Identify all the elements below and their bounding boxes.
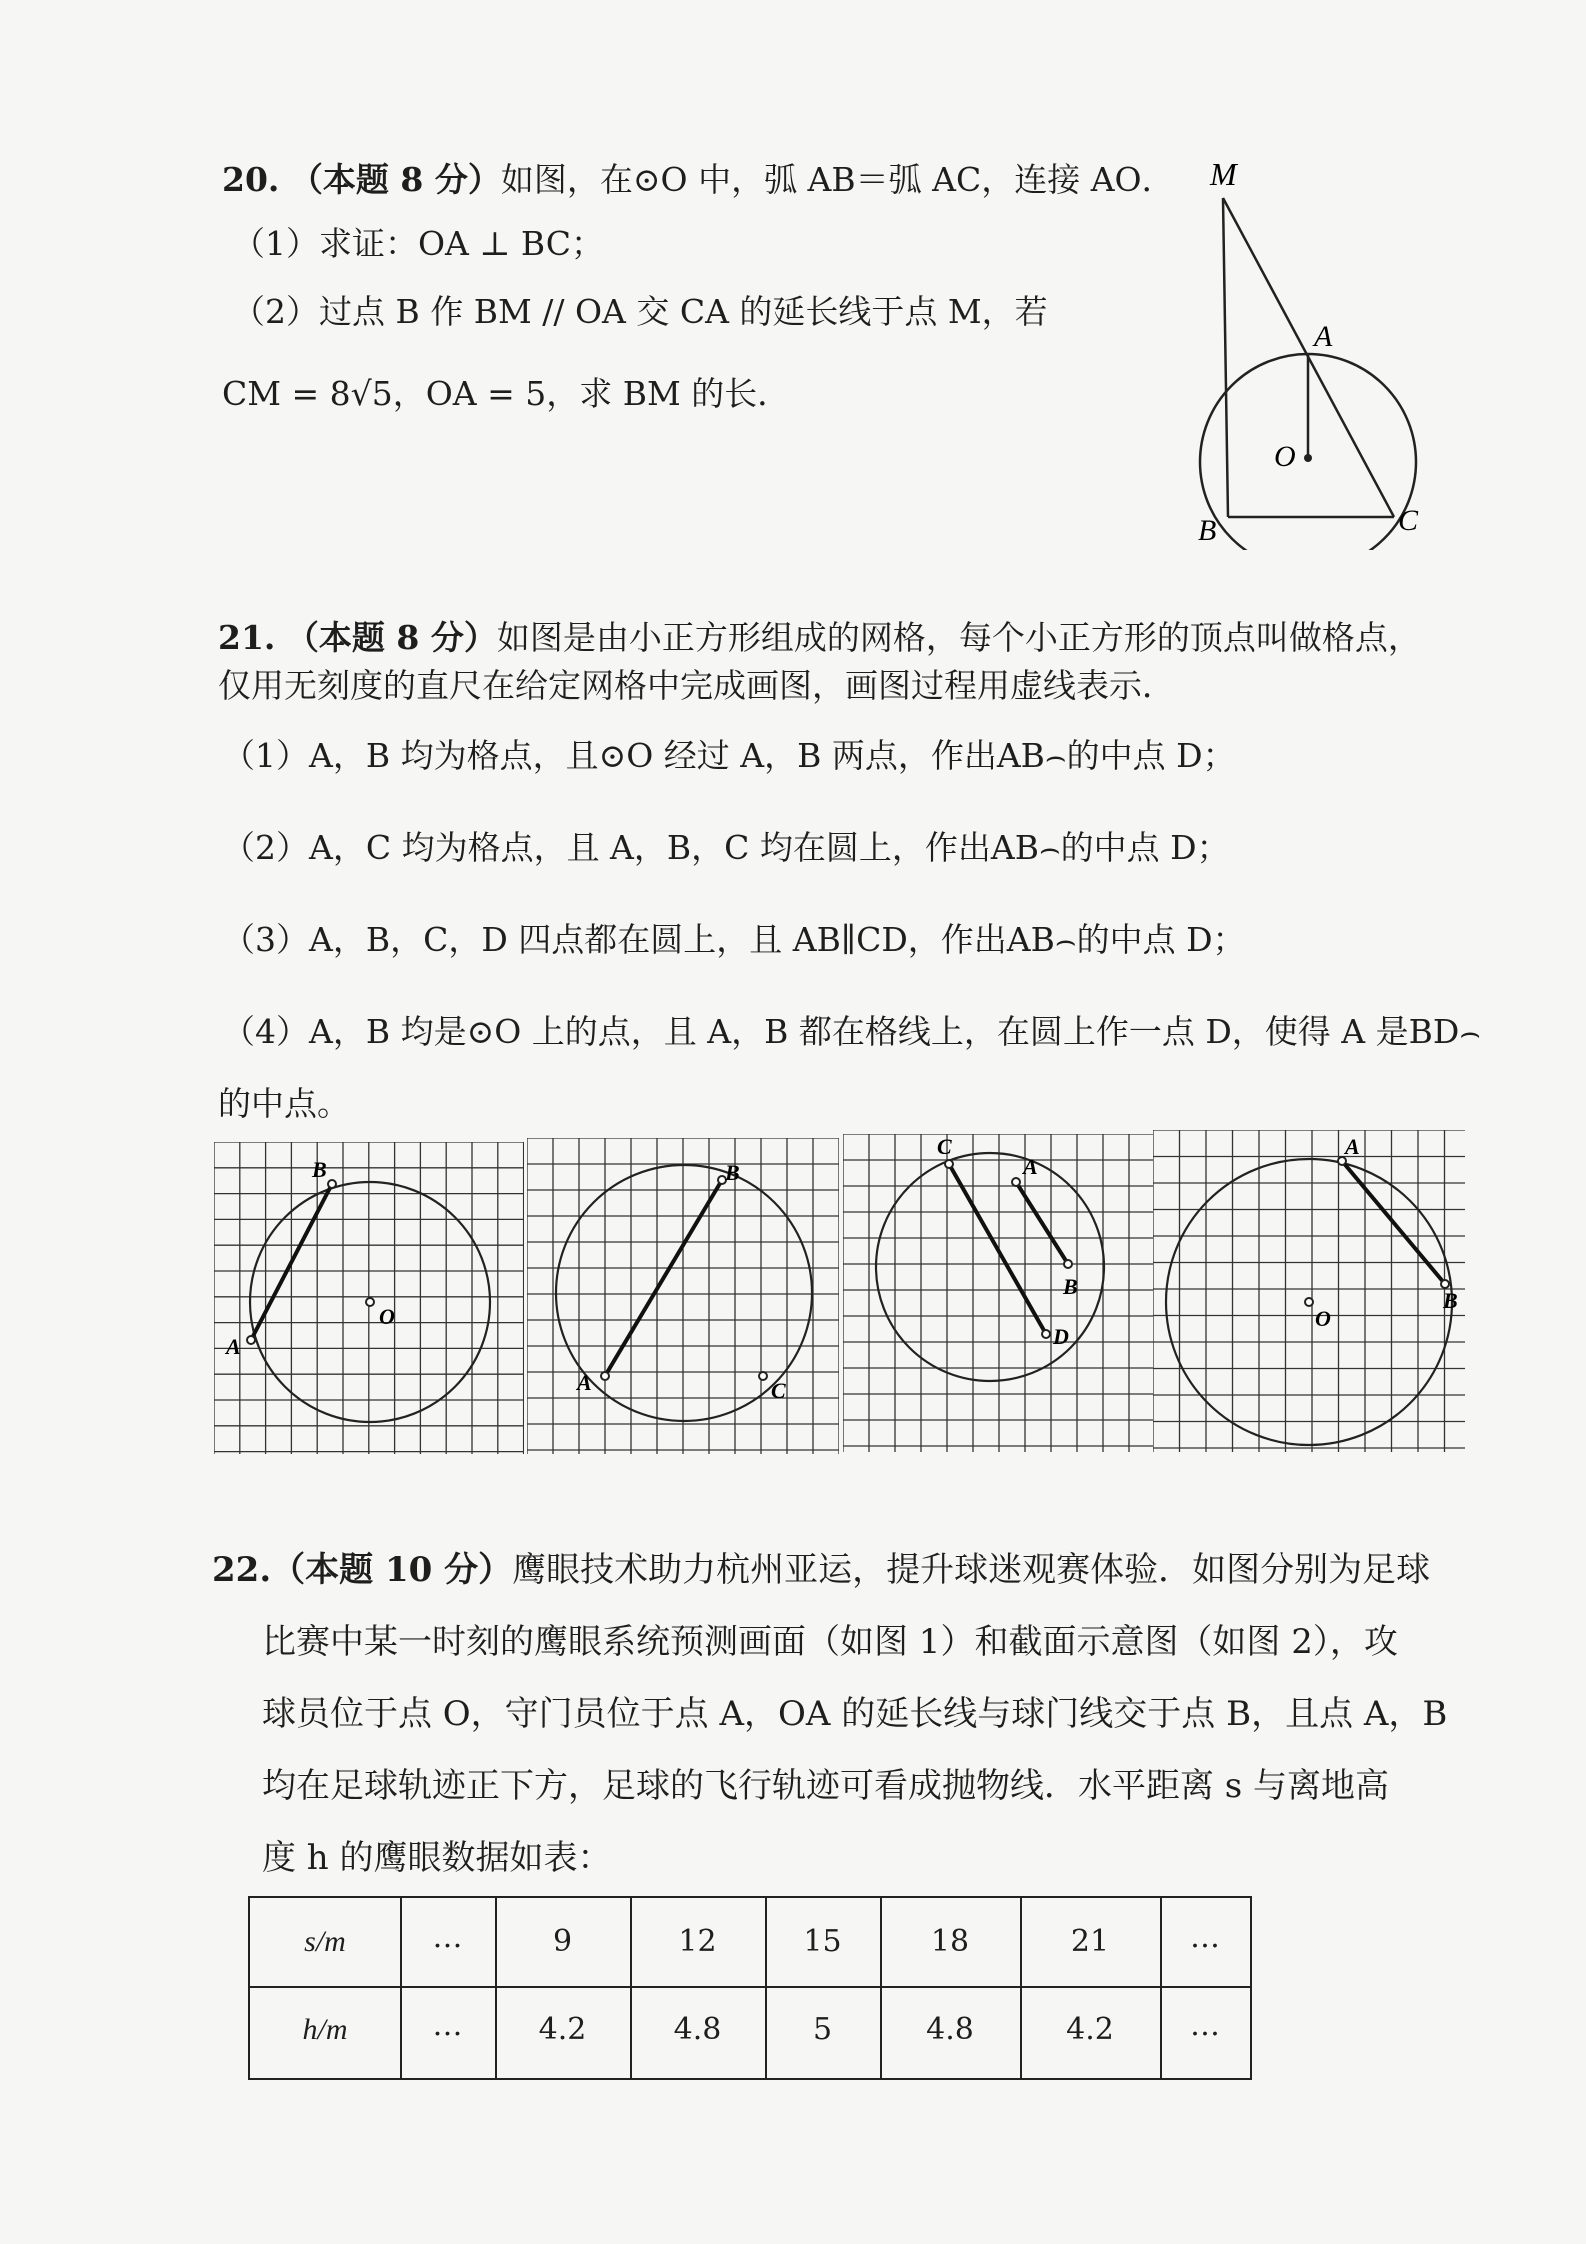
grid3-point-d [1042,1330,1050,1338]
table-cell: 9 [552,1924,573,1959]
grid2-point-a [601,1372,609,1380]
q21-part2: （2）A，C 均为格点，且 A，B，C 均在圆上，作出AB⌢的中点 D； [222,828,1230,867]
grid4-point-o [1305,1298,1313,1306]
grid3-label-d: D [1053,1324,1069,1349]
q21-part1: （1）A，B 均为格点，且⊙O 经过 A，B 两点，作出AB⌢的中点 D； [222,736,1236,775]
q21-stem1: 如图是由小正方形组成的网格，每个小正方形的顶点叫做格点， [496,618,1421,657]
grid1-point-o [366,1298,374,1306]
q20-stem: 如图，在⊙O 中，弧 AB＝弧 AC，连接 AO． [500,160,1175,199]
q21-line1 [218,616,1421,660]
grid1-label-a: A [226,1334,241,1359]
table-header-s: s/m [304,1925,346,1958]
grid3-chord-cd [949,1164,1046,1334]
grid3-label-c: C [937,1134,952,1159]
q20-label-m: M [1210,156,1237,192]
grid3-label-b: B [1063,1274,1078,1299]
grid4-label-a: A [1345,1134,1360,1159]
q22-number: 22. [212,1550,272,1590]
table-cell: 12 [678,1924,717,1959]
grid3-label-a: A [1023,1154,1038,1179]
table-cell: 18 [930,1924,970,1959]
grid3-chord-ab [1016,1182,1068,1264]
table-cell: 4.8 [926,2012,974,2047]
table-cell: … [1190,1920,1220,1955]
grid3-point-c [945,1160,953,1168]
q22-l2: 比赛中某一时刻的鹰眼系统预测画面（如图 1）和截面示意图（如图 2），攻 [262,1622,1398,1662]
q22-table [248,1896,1252,2080]
table-cell: 15 [803,1924,842,1959]
grid1-label-o: O [379,1304,395,1329]
grid-lines [843,1134,1153,1452]
grid4-label-o: O [1315,1306,1331,1331]
q20-center-dot [1304,454,1312,462]
q20-number: 20. [222,160,280,199]
table-cell: 4.8 [673,2012,722,2047]
q21-part3: （3）A，B，C，D 四点都在圆上，且 AB∥CD，作出AB⌢的中点 D； [222,920,1246,959]
table-cell: 5 [812,2012,833,2047]
table-cell: … [1190,2008,1220,2043]
q21-part4-cont: 的中点。 [218,1084,350,1123]
grid1-label-b: B [312,1157,327,1182]
table-header-h: h/m [302,2013,348,2046]
grid2-label-b: B [725,1160,740,1185]
q22-score: （本题 10 分） [271,1550,513,1590]
table-cell: 4.2 [1066,2012,1114,2047]
grid4-chord-ab [1342,1161,1445,1284]
q21-stem2: 仅用无刻度的直尺在给定网格中完成画图，画图过程用虚线表示． [218,666,1175,705]
q20-label-o: O [1274,440,1296,473]
grid1-point-a [247,1336,255,1344]
grid3-point-b [1064,1260,1072,1268]
q22-line1 [212,1548,1430,1592]
q21-grid-3 [843,1134,1153,1452]
q22-l4: 均在足球轨迹正下方，足球的飞行轨迹可看成抛物线．水平距离 s 与离地高 [262,1766,1390,1806]
q20-label-b: B [1198,514,1217,547]
q21-grid-1 [214,1142,524,1454]
grid2-label-c: C [771,1378,786,1403]
q20-line1 [222,158,1175,202]
grid4-point-b [1441,1280,1449,1288]
q20-line-bm [1223,198,1228,517]
q21-grid-2 [527,1138,839,1454]
q20-part2: （2）过点 B 作 BM // OA 交 CA 的延长线于点 M，若 [232,292,1048,331]
grid2-label-a: A [577,1370,592,1395]
grid4-label-b: B [1443,1288,1458,1313]
q21-number: 21. [218,618,276,657]
grid2-point-c [759,1372,767,1380]
q20-part2-cont: CM = 8√5，OA = 5，求 BM 的长． [222,374,791,413]
q22-l5: 度 h 的鹰眼数据如表： [262,1838,612,1878]
q20-score: （本题 8 分） [289,160,501,199]
q21-part4: （4）A，B 均是⊙O 上的点，且 A，B 都在格线上，在圆上作一点 D，使得 A 是BD⌢ [222,1012,1482,1051]
q20-figure [1180,150,1440,550]
q20-label-c: C [1398,504,1419,537]
q21-score: （本题 8 分） [285,618,497,657]
grid-lines [1153,1130,1465,1452]
q20-label-a: A [1314,320,1333,353]
table-cell: … [432,2008,463,2043]
q22-l1: 鹰眼技术助力杭州亚运，提升球迷观赛体验．如图分别为足球 [512,1550,1431,1590]
q22-l3: 球员位于点 O，守门员位于点 A，OA 的延长线与球门线交于点 B，且点 A，B [262,1694,1448,1734]
table-cell: 4.2 [538,2012,587,2047]
grid1-point-b [328,1180,336,1188]
table-cell: 21 [1070,1924,1110,1959]
table-cell: … [432,1920,463,1955]
q21-grid-4 [1153,1130,1465,1452]
grid-lines [527,1138,839,1454]
grid3-point-a [1012,1178,1020,1186]
q20-part1: （1）求证：OA ⊥ BC； [232,224,605,263]
